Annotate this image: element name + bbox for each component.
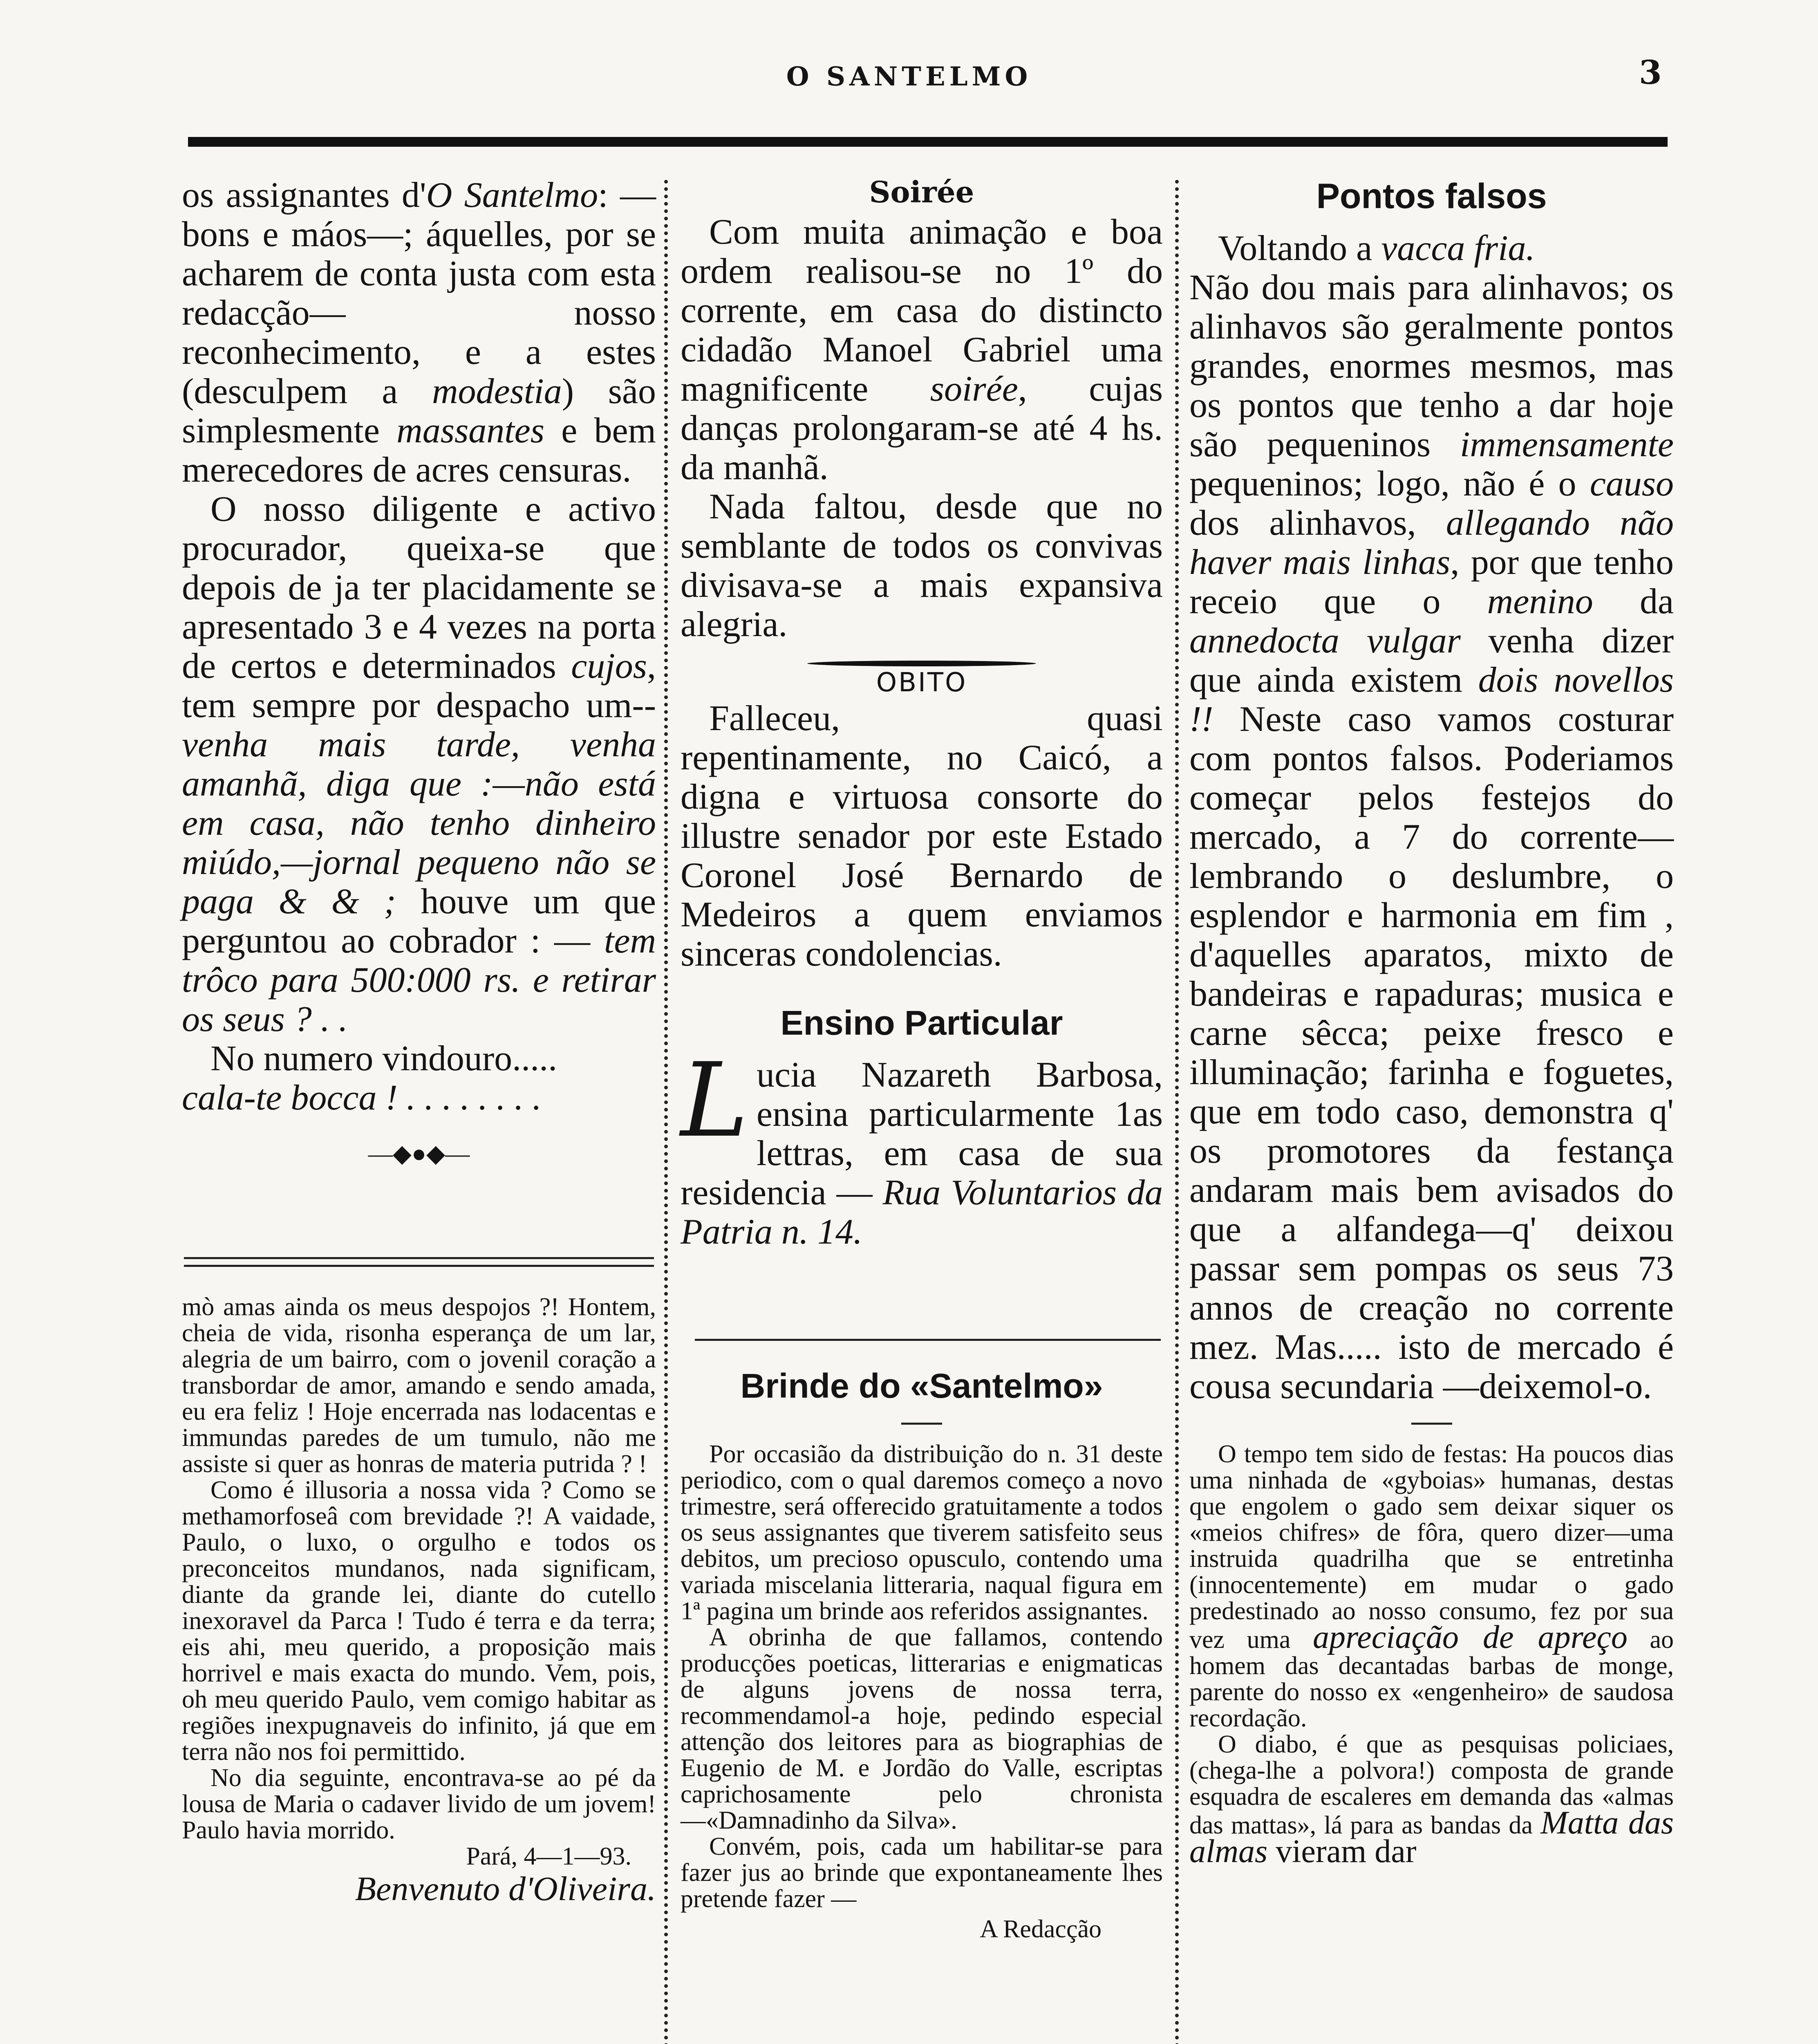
text-segment: ) são simplesmente — [182, 372, 656, 450]
column-1-story — [182, 1294, 656, 1909]
text-segment-italic: apreciação de apreço — [1313, 1619, 1628, 1655]
text-segment-italic: dois novellos !! — [1189, 660, 1674, 739]
column-2-brinde — [681, 1365, 1163, 1942]
text-segment: Neste caso vamos costurar com pontos falsos. Poderiamos começar pelos festejos do mercado, a 7 do corrente—lembrando o deslumbre, o esplendor e harmonia em fim , d'aquelles aparatos, mixto de bandeiras e rapaduras; musica e carne sêcca; peixe fresco e illuminação; farinha e foguetes, que em todo caso, demonstra q' os promotores da festança andaram mais bem avisados do que a alfandega—q' deixou passar sem pompas os seus 73 annos de creação no corrente mez. Mas..... isto de mercado é cousa secundaria —deixemol-o. — [1189, 699, 1674, 1406]
soiree-paragraph: Nada faltou, desde que no semblante de todos os convivas divisava-se a mais expansiva alegria. — [681, 487, 1163, 644]
story-dateline: Pará, 4—1—93. — [466, 1842, 631, 1870]
brinde-signature: A Redacção — [980, 1915, 1102, 1943]
pontos-heading: Pontos falsos — [1316, 177, 1547, 216]
text-segment: O tempo tem sido de festas: Ha poucos dias uma ninhada de «gyboias» humanas, destas que engolem o gado sem deixar siquer os «meios chifres» de fôra, quero dizer—uma instruida quadrilha que se entretinha (innocentemente) em mudar o gado predestinado ao nosso consumo, fez por sua vez uma — [1189, 1440, 1674, 1654]
brinde-heading: Brinde do «Santelmo» — [740, 1367, 1103, 1405]
article-vindouro — [182, 1039, 656, 1118]
brinde-paragraph: A obrinha de que fallamos, contendo producções poeticas, litterarias e enigmaticas de alguns jovens de nossa terra, recommendamol-a hoje, pedindo especial attenção dos leitores para as biographias de Eugenio de M. e Jordão do Valle, escriptas caprichosamente pelo chronista—«Damnadinho da Silva». — [681, 1623, 1163, 1834]
text-segment-italic: O Santelmo — [426, 175, 598, 215]
column-2 — [681, 176, 1163, 1252]
text-segment: dos alinhavos, — [1189, 503, 1446, 543]
obito-paragraph: Falleceu, quasi repentinamente, no Caicó, a digna e virtuosa consorte do illustre senador por este Estado Coronel José Bernardo de Medeiros a quem enviamos sinceras condolencias. — [681, 699, 1163, 974]
text-segment-italic: cala-te bocca ! . . . . . . . . — [182, 1078, 542, 1118]
story-paragraph: mò amas ainda os meus despojos ?! Hontem, cheia de vida, risonha esperança de um lar, alegria de um bairro, com o jovenil coração a transbordar de amor, amando e sendo amada, eu era feliz ! Hoje encerrada nas lodacentas e immundas paredes de um tumulo, não me assiste si quer as honras de materia putrida ? ! — [182, 1293, 656, 1478]
text-segment-italic: soirée — [930, 369, 1018, 409]
text-segment-italic: annedocta vulgar — [1189, 621, 1461, 661]
brinde-dash — [901, 1423, 942, 1425]
text-segment: ucia Nazareth Barbosa, ensina particularmente 1as lettras, em casa de sua residencia — — [681, 1055, 1163, 1213]
text-segment: Voltando a — [1218, 229, 1381, 268]
text-segment: e bem merecedores de acres censuras. — [182, 411, 656, 490]
ensino-paragraph — [681, 1041, 1163, 1252]
section-double-rule — [184, 1257, 654, 1267]
text-segment: , tem sempre por despacho um-- — [182, 646, 656, 725]
pontos-paragraph — [1189, 229, 1674, 268]
text-segment: pequeninos; logo, não é o — [1189, 464, 1590, 504]
brinde-body — [681, 1441, 1163, 1942]
text-segment: os assignantes d' — [182, 175, 426, 215]
obito-rule — [807, 661, 1036, 666]
text-segment-italic: Rua Voluntarios da Patria n. 14. — [681, 1173, 1163, 1252]
text-segment-italic: tem trôco para 500:000 rs. e retirar os seus ? . . — [182, 921, 656, 1039]
column-3-lower — [1189, 1441, 1674, 1867]
text-segment: No numero vindouro..... — [210, 1039, 557, 1078]
text-segment: , cujas danças prolongaram-se até 4 hs. da manhã. — [681, 369, 1163, 487]
text-segment-italic: venha mais tarde, venha amanhã, diga que :—não está em casa, não tenho dinheiro miúdo,—jornal pequeno não se paga & & ; — [182, 725, 656, 921]
article-assignantes — [182, 176, 656, 490]
text-segment-italic: cujos — [571, 646, 647, 686]
text-segment: O nosso diligente e activo procurador, queixa-se que depois de ja ter placidamente se apresentado 3 e 4 vezes na porta de certos e determinados — [182, 489, 656, 686]
story-paragraph: Como é illusoria a nossa vida ? Como se methamorfoseâ com brevidade ?! A vaidade, Paulo, o luxo, o orgulho e todos os preconceitos mundanos, nada significam, diante da grande lei, diante do cutello inexoravel da Parca ! Tudo é terra e da terra; eis ahi, meu querido, a proposição mais horrivel e mais exacta do mundo. Vem, pois, oh meu querido Paulo, vem comigo habitar as regiões inexpugnaveis do infinito, já que em terra não nos foi permittido. — [182, 1476, 656, 1766]
brinde-paragraph: Convém, pois, cada um habilitar-se para fazer jus ao brinde que expontaneamente lhes pretende fazer — — [681, 1833, 1163, 1913]
brinde-paragraph: Por occasião da distribuição do n. 31 deste periodico, com o qual daremos começo a novo trimestre, será offerecido gratuitamente a todos os seus assignantes que tiverem satisfeito seus debitos, um precioso opusculo, contendo uma variada miscelania litteraria, naqual figura em 1ª pagina um brinde aos referidos assignantes. — [681, 1440, 1163, 1625]
story-signature: Benvenuto d'Oliveira. — [355, 1870, 656, 1908]
column-separator-right — [1175, 180, 1179, 2044]
text-segment: Não dou mais para alinhavos; os alinhavos são geralmente pontos grandes, enormes mesmos, mas os pontos que tenho a dar hoje são pequeninos — [1189, 268, 1674, 464]
text-segment-italic: Matta das almas — [1189, 1805, 1674, 1869]
page-number: 3 — [1639, 53, 1662, 92]
text-segment: Com muita animação e boa ordem realisou-se no 1º do corrente, em casa do distincto cidadão Manoel Gabriel uma magnificente — [681, 212, 1163, 409]
pontos-paragraph — [1189, 1441, 1674, 1731]
text-segment: : — bons e máos—; áquelles, por se acharem de conta justa com esta redacção— nosso reconhecimento, e a estes (desculpem a — [182, 175, 656, 411]
soiree-paragraph — [681, 213, 1163, 487]
column-1 — [182, 176, 656, 1173]
ensino-heading: Ensino Particular — [780, 1004, 1063, 1042]
column-3 — [1189, 176, 1674, 1867]
text-segment: venha dizer que ainda existem — [1189, 621, 1674, 700]
masthead-title: O SANTELMO — [786, 61, 1032, 92]
header-rule — [188, 137, 1668, 147]
text-segment: O diabo, é que as pesquisas policiaes,(chega-lhe a polvora!) composta de grande esquadra de escaleres em demanda das «almas das mattas», lá para as bandas da — [1189, 1730, 1674, 1839]
column-separator-left — [664, 180, 668, 2044]
pontos-paragraph — [1189, 1731, 1674, 1867]
story-paragraph: No dia seguinte, encontrava-se ao pé da lousa de Maria o cadaver livido de um jovem! Paulo havia morrido. — [182, 1764, 656, 1844]
ornament-divider: —◆●◆— — [368, 1140, 470, 1167]
brinde-top-rule — [695, 1339, 1161, 1341]
text-segment: vieram dar — [1267, 1833, 1417, 1869]
text-segment-italic: causo — [1590, 464, 1674, 504]
text-segment-italic: immensamente — [1460, 425, 1674, 464]
text-segment: houve um que perguntou ao cobrador : — — [182, 882, 656, 961]
pontos-paragraph — [1189, 268, 1674, 1406]
drop-cap: L — [681, 1041, 749, 1160]
text-segment-italic: modestia — [432, 372, 562, 411]
text-segment: ao homem das decantadas barbas de monge, parente do nosso ex «engenheiro» de saudosa recordação. — [1189, 1626, 1674, 1732]
text-segment-italic: massantes — [396, 411, 544, 450]
text-segment: , por que tenho receio que o — [1189, 542, 1674, 621]
section-dash — [1411, 1423, 1452, 1425]
text-segment-italic: menino — [1487, 582, 1593, 621]
obito-heading: OBITO — [876, 668, 967, 698]
article-procurador — [182, 490, 656, 1039]
text-segment: da — [1593, 582, 1674, 621]
text-segment-italic: vacca fria. — [1381, 229, 1535, 268]
soiree-heading: Soirée — [869, 175, 974, 209]
text-segment-italic: allegando não haver mais linhas — [1189, 503, 1674, 582]
